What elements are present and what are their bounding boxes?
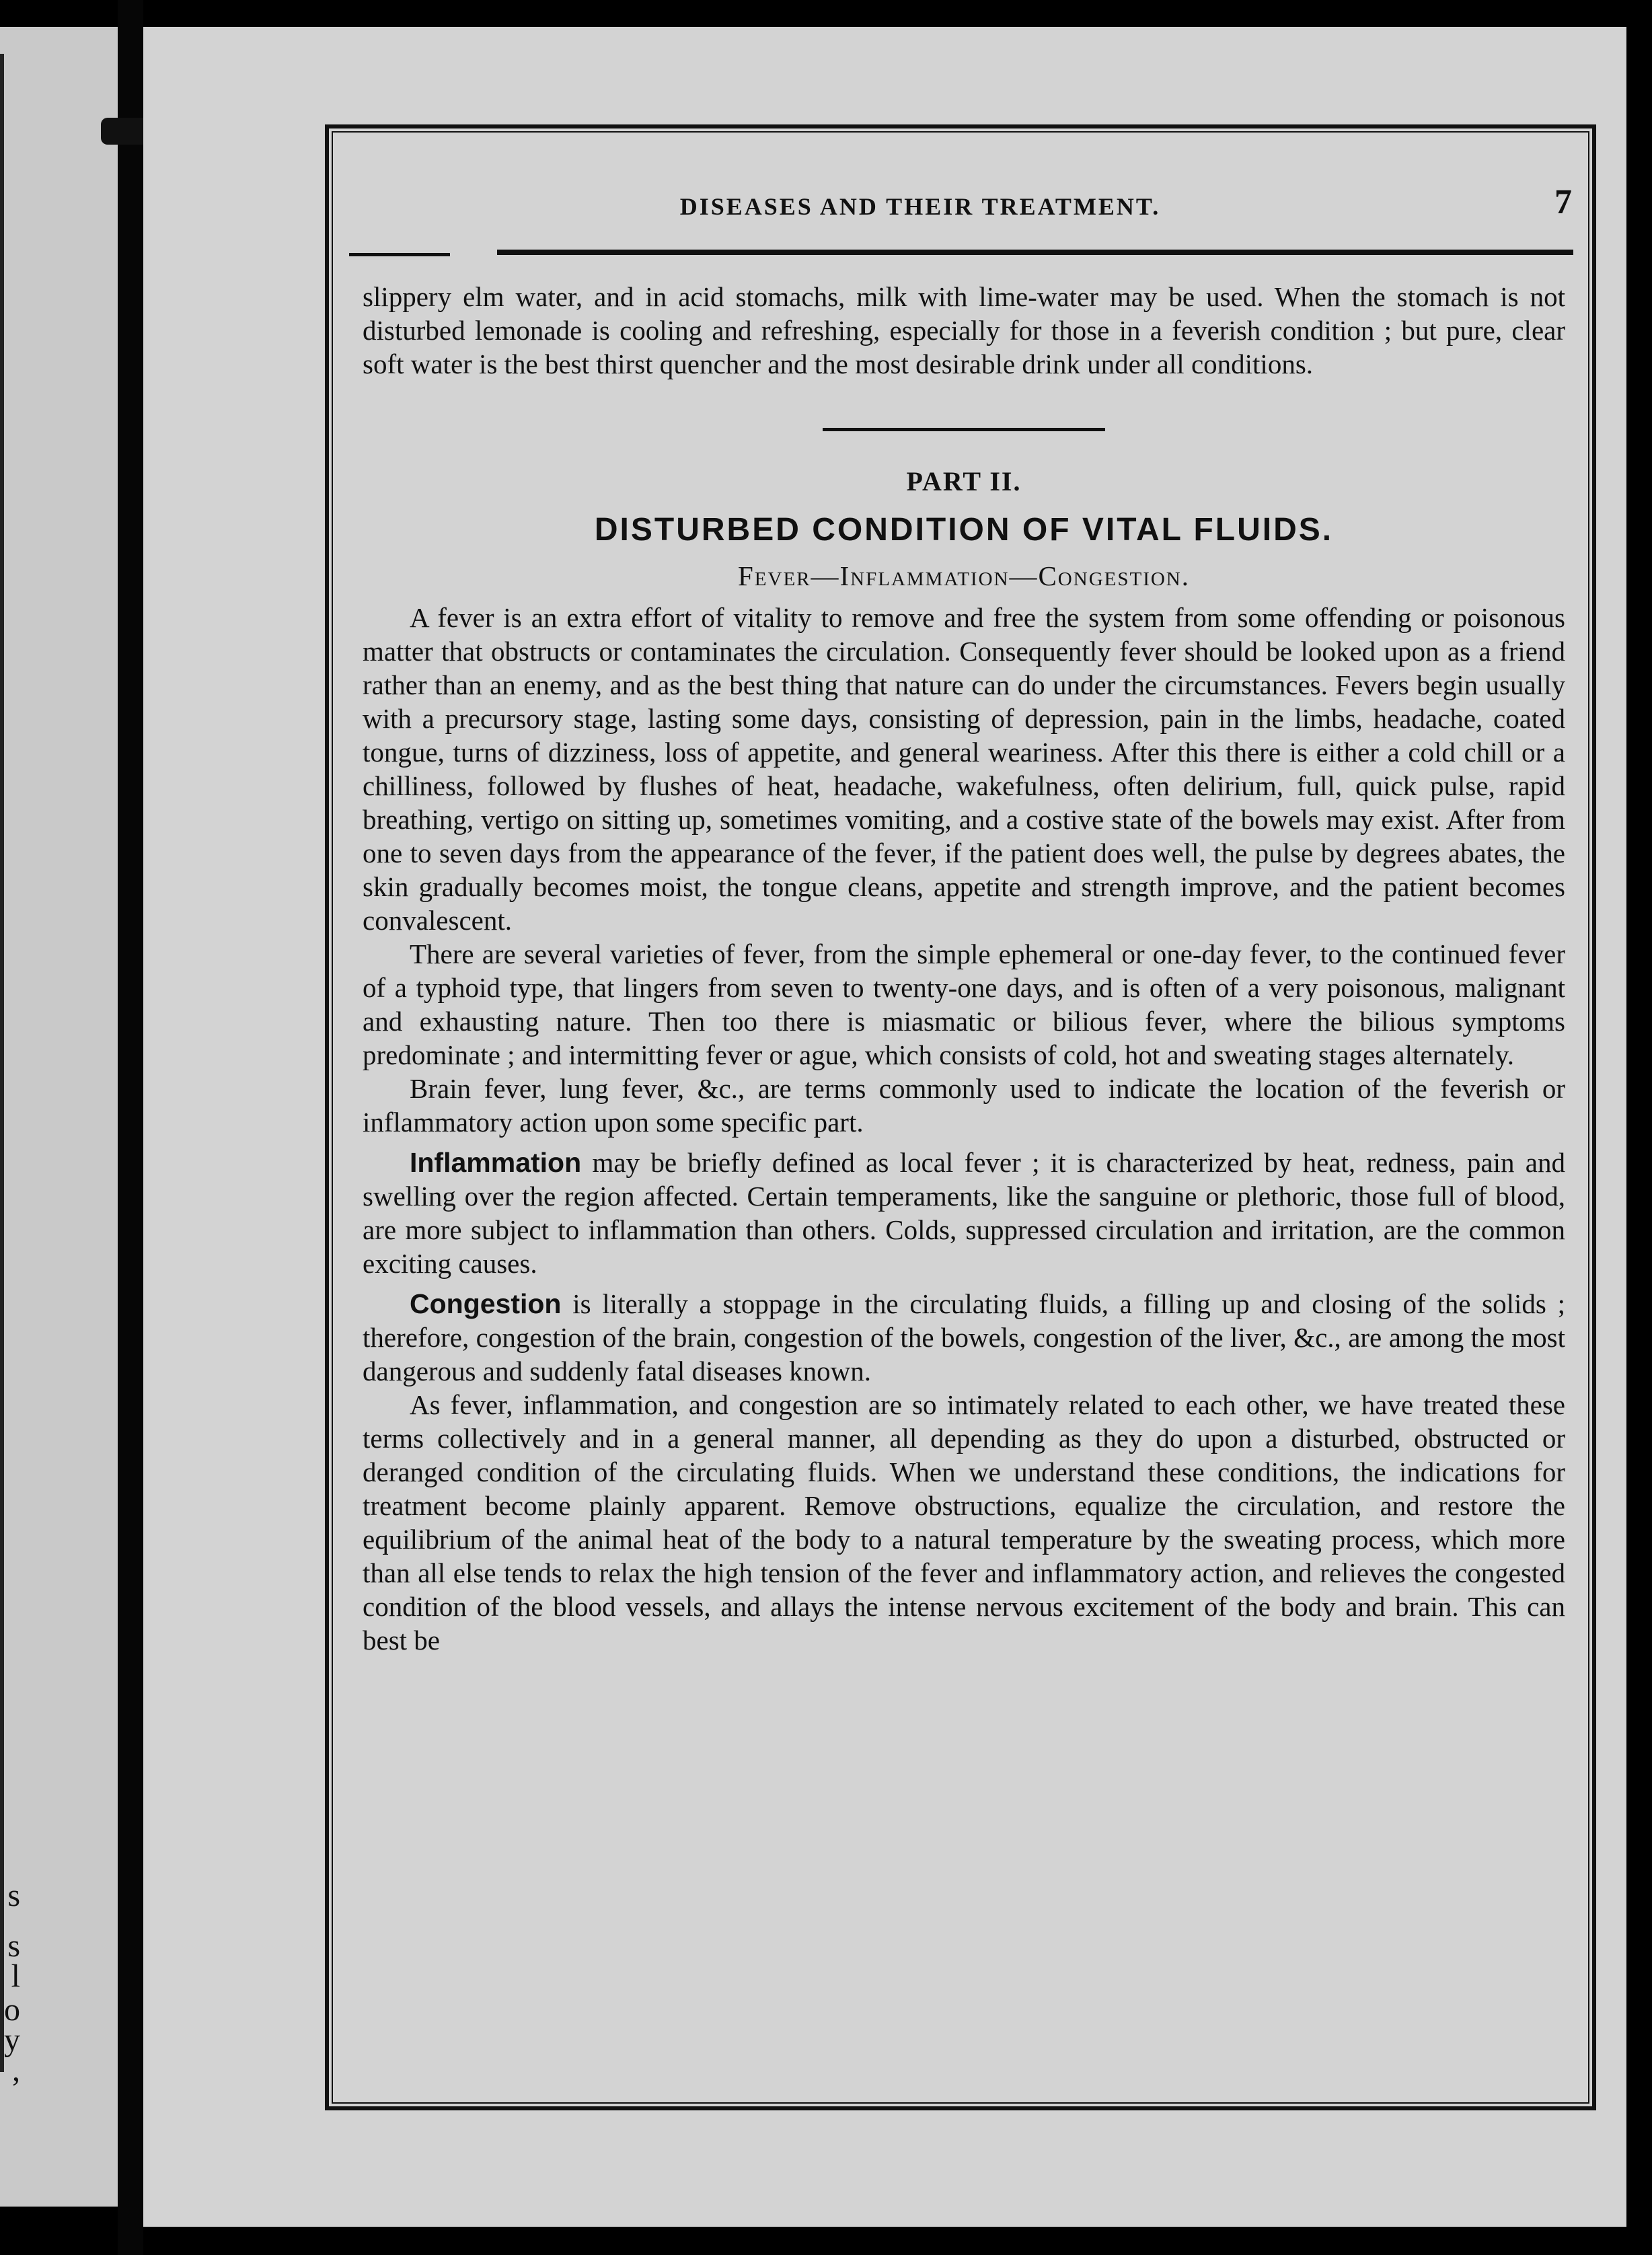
adjacent-page-fragment: s [7, 1928, 20, 1964]
page-border [325, 124, 1596, 2110]
paragraph: As fever, inflammation, and congestion are so intimately related to each other, we have treated these terms collectively and in a general manner, all depending as they do upon a disturbed, obstructed or deranged condition of the circulating fluids. When we understand these conditions, the indications for treatment become plainly apparent. Remove obstructions, equalize the circulation, and restore the equilibrium of the animal heat of the body to a natural temperature by the sweating process, which more than all else tends to relax the high tension of the fever and inflammatory action, and relieves the congested condition of the blood vessels, and allays the intense nervous excitement of the body and brain. This can best be [363, 1389, 1565, 1656]
adjacent-page-fragment: s [7, 1878, 20, 1913]
paragraph: There are several varieties of fever, from the simple ephemeral or one-day fever, to the continued fever of a typhoid type, that lingers from seven to twenty-one days, and is often of a very poisonous, malignant and exhausting nature. Then too there is miasmatic or bilious fever, where the bilious symptoms predominate ; and intermitting fever or ague, which consists of cold, hot and sweating stages alternately. [363, 938, 1565, 1070]
page-number: 7 [1554, 183, 1572, 221]
book-page [143, 27, 1626, 2227]
part-heading: PART II. [906, 466, 1022, 496]
term-inflammation: Inflammation [410, 1147, 582, 1178]
adjacent-page-fragment: y [4, 2022, 20, 2058]
paragraph-congestion [363, 1287, 1565, 1388]
paragraph: A fever is an extra effort of vitality to remove and free the system from some offending or poisonous matter that obstructs or contaminates the circulation. Consequently fever should be looked upon as a friend rather than an enemy, and as the best thing that nature can do under the circumstances. Fevers begin usually with a precursory stage, lasting some days, consisting of depression, pain in the limbs, headache, coated tongue, turns of dizziness, loss of appetite, and general weariness. After this there is either a cold chill or a chilliness, followed by flushes of heat, headache, wakefulness, often delirium, full, quick pulse, rapid breathing, vertigo on sitting up, sometimes vomiting, and a costive state of the bowels may exist. After from one to seven days from the appearance of the fever, if the patient does well, the pulse by degrees abates, the skin gradually becomes moist, the tongue cleans, appetite and strength improve, and the patient becomes convalescent. [363, 602, 1565, 936]
adjacent-page-fragment: l [11, 1958, 20, 1994]
section-divider [823, 428, 1105, 431]
page-body [363, 280, 1565, 1657]
adjacent-page-rule [0, 54, 4, 2072]
paragraph: Brain fever, lung fever, &c., are terms commonly used to indicate the location of the feverish or inflammatory action upon some specific part. [363, 1073, 1565, 1138]
section-subtitle: Fever—Inflammation—Congestion. [738, 560, 1190, 591]
header-rule [349, 253, 450, 256]
adjacent-page [0, 27, 118, 2207]
chapter-title: DISTURBED CONDITION OF VITAL FLUIDS. [594, 512, 1334, 548]
running-head: DISEASES AND THEIR TREATMENT. [679, 193, 1161, 220]
continued-paragraph: slippery elm water, and in acid stomachs, milk with lime-water may be used. When the stomach is not disturbed lemonade is cooling and refreshing, especially for those in a feverish condition ; but pure, clear soft water is the best thirst quencher and the most desirable drink under all conditions. [363, 281, 1565, 379]
adjacent-page-fragment: , [12, 2053, 20, 2088]
book-binding [118, 0, 143, 2255]
paragraph-text: is literally a stoppage in the circulating fluids, a filling up and closing of the solids ; therefore, congestion of the brain, congestion of the bowels, congestion of the liver, &c., are among the most dangerous and suddenly fatal diseases known. [363, 1288, 1565, 1387]
paragraph-inflammation [363, 1146, 1565, 1280]
header-rule [497, 250, 1573, 255]
adjacent-page-fragment: o [4, 1992, 20, 2028]
paragraph-text: may be briefly defined as local fever ; it is characterized by heat, redness, pain and swelling over the region affected. Certain temperaments, like the sanguine or plethoric, those full of blood, are more subject to inflammation than others. Colds, suppressed circulation and irritation, are the common exciting causes. [363, 1147, 1565, 1279]
term-congestion: Congestion [410, 1288, 562, 1319]
